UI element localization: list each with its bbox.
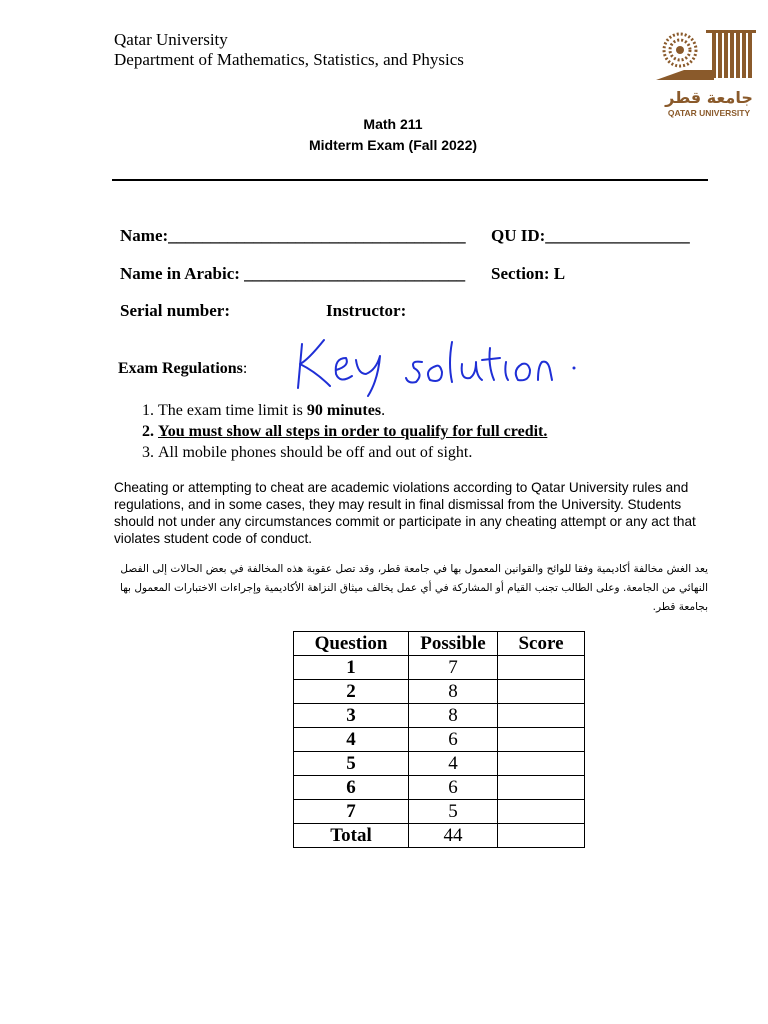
total-possible-cell: 44: [409, 824, 498, 848]
header-possible: Possible: [409, 632, 498, 656]
table-row: [294, 752, 585, 776]
question-cell: 2: [294, 680, 409, 704]
instructor-field: Instructor:: [326, 301, 407, 320]
table-row-total: [294, 824, 585, 848]
logo-arabic-text: جامعة قطر: [665, 88, 753, 107]
qu-id-field: QU ID:_________________: [491, 226, 690, 245]
phones-text: All mobile phones should be off and out of sight.: [158, 444, 473, 461]
possible-cell: 6: [409, 776, 498, 800]
score-cell[interactable]: [498, 776, 585, 800]
logo-english-text: QATAR UNIVERSITY: [667, 108, 751, 118]
table-row: [294, 704, 585, 728]
possible-cell: 6: [409, 728, 498, 752]
regulations-list: [118, 400, 547, 463]
cheating-policy-arabic: يعد الغش مخالفة أكاديمية وفقا للوائح والقوانين المعمول بها في جامعة قطر، وقد تصل عقوبة هذه المخالفة في بعض الحالات إلى الفصل النهائي من الجامعة. وعلى الطالب تجنب القيام أو المشاركة في أي عمل يخالف ميثاق النزاهة الأكاديمية وإجراءات الاختبارات المعمول بها بجامعة قطر.: [120, 563, 708, 613]
table-row: [294, 680, 585, 704]
possible-cell: 8: [409, 680, 498, 704]
table-row: [294, 800, 585, 824]
question-cell: 5: [294, 752, 409, 776]
score-table: [293, 631, 585, 848]
serial-number-field: Serial number:: [120, 301, 231, 320]
time-limit: 90 minutes: [306, 402, 382, 419]
university-name: Qatar University: [114, 30, 228, 49]
table-row: [294, 728, 585, 752]
regulations-colon: :: [242, 360, 248, 377]
header-question: Question: [294, 632, 409, 656]
score-cell[interactable]: [498, 704, 585, 728]
question-cell: 7: [294, 800, 409, 824]
question-cell: 1: [294, 656, 409, 680]
score-cell[interactable]: [498, 728, 585, 752]
name-arabic-field: Name in Arabic: __________________________: [120, 264, 466, 283]
exam-title: Midterm Exam (Fall 2022): [308, 137, 478, 153]
department-name: Department of Mathematics, Statistics, and Physics: [114, 50, 464, 69]
table-row: [294, 776, 585, 800]
possible-cell: 4: [409, 752, 498, 776]
question-cell: 4: [294, 728, 409, 752]
handwriting-text: Key solution.: [290, 330, 296, 331]
regulation-item-phones: [158, 442, 547, 463]
header-divider: [112, 179, 708, 181]
table-row: [294, 656, 585, 680]
section-field: Section: L: [491, 264, 566, 283]
score-cell[interactable]: [498, 680, 585, 704]
university-header: [114, 30, 464, 70]
name-field: Name:___________________________________: [120, 226, 466, 245]
time-suffix: .: [381, 402, 386, 419]
score-cell[interactable]: [498, 752, 585, 776]
total-score-cell[interactable]: [498, 824, 585, 848]
possible-cell: 5: [409, 800, 498, 824]
score-cell[interactable]: [498, 800, 585, 824]
steps-text: You must show all steps in order to qualify for full credit.: [158, 423, 548, 440]
cheating-policy-english: Cheating or attempting to cheat are academic violations according to Qatar University rules and regulations, and in some cases, they may result in final dismissal from the University. Students should not under any circumstances commit or participate in any cheating attempt or any act that violates student code of conduct.: [114, 480, 696, 546]
possible-cell: 7: [409, 656, 498, 680]
time-prefix: The exam time limit is: [158, 402, 307, 419]
handwritten-key-solution: [290, 330, 610, 400]
qatar-university-logo: [654, 28, 764, 120]
score-table-header: [294, 632, 585, 656]
question-cell: 3: [294, 704, 409, 728]
course-code: Math 211: [363, 116, 423, 132]
regulation-item-time: [158, 400, 547, 421]
question-cell: 6: [294, 776, 409, 800]
exam-regulations-title: [118, 360, 247, 378]
regulation-item-steps: [158, 421, 547, 442]
regulations-title-text: Exam Regulations: [118, 360, 243, 377]
header-score: Score: [498, 632, 585, 656]
possible-cell: 8: [409, 704, 498, 728]
total-label-cell: Total: [294, 824, 409, 848]
score-cell[interactable]: [498, 656, 585, 680]
